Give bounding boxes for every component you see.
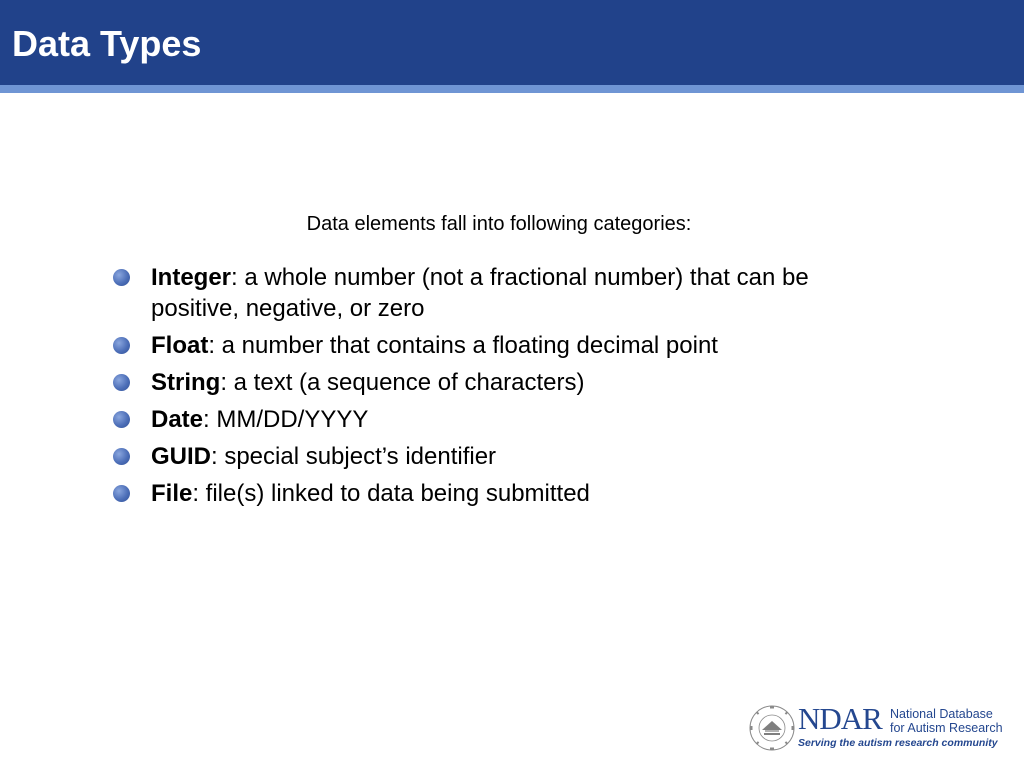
item-term: String: [151, 369, 221, 396]
item-term: Float: [151, 332, 209, 359]
ndar-logo-mark: NDAR: [798, 701, 882, 736]
item-description: : a number that contains a floating decimal point: [208, 332, 718, 359]
item-description: : a text (a sequence of characters): [220, 369, 585, 396]
item-description: : file(s) linked to data being submitted: [192, 480, 590, 507]
item-description: : special subject’s identifier: [211, 443, 497, 470]
item-term: Date: [151, 406, 204, 433]
ndar-logo: [748, 700, 1010, 758]
nih-seal-icon: [748, 704, 796, 752]
bullet-dot-icon: [113, 485, 130, 502]
bullet-dot-icon: [113, 269, 130, 286]
list-item: [113, 367, 893, 398]
list-item: [113, 262, 893, 324]
item-term: Integer: [151, 264, 232, 291]
list-item: [113, 330, 893, 361]
ndar-tagline: Serving the autism research community: [798, 737, 998, 749]
item-term: File: [151, 480, 193, 507]
ndar-logo-name: [890, 707, 1010, 735]
title-underline: [0, 85, 1024, 93]
slide-title: Data Types: [12, 23, 202, 64]
bullet-dot-icon: [113, 411, 130, 428]
ndar-name-line1: National Database: [890, 707, 993, 721]
bullet-dot-icon: [113, 448, 130, 465]
bullet-dot-icon: [113, 374, 130, 391]
bullet-list: [113, 262, 893, 515]
list-item: [113, 404, 893, 435]
intro-text: Data elements fall into following categories:: [306, 213, 692, 235]
list-item: [113, 441, 893, 472]
item-term: GUID: [151, 443, 211, 470]
title-bar: [0, 0, 1024, 85]
item-description: : a whole number (not a fractional number) that can be positive, negative, or zero: [151, 264, 809, 322]
list-item: [113, 478, 893, 509]
ndar-name-line2: for Autism Research: [890, 721, 1003, 735]
item-description: : MM/DD/YYYY: [203, 406, 369, 433]
bullet-dot-icon: [113, 337, 130, 354]
